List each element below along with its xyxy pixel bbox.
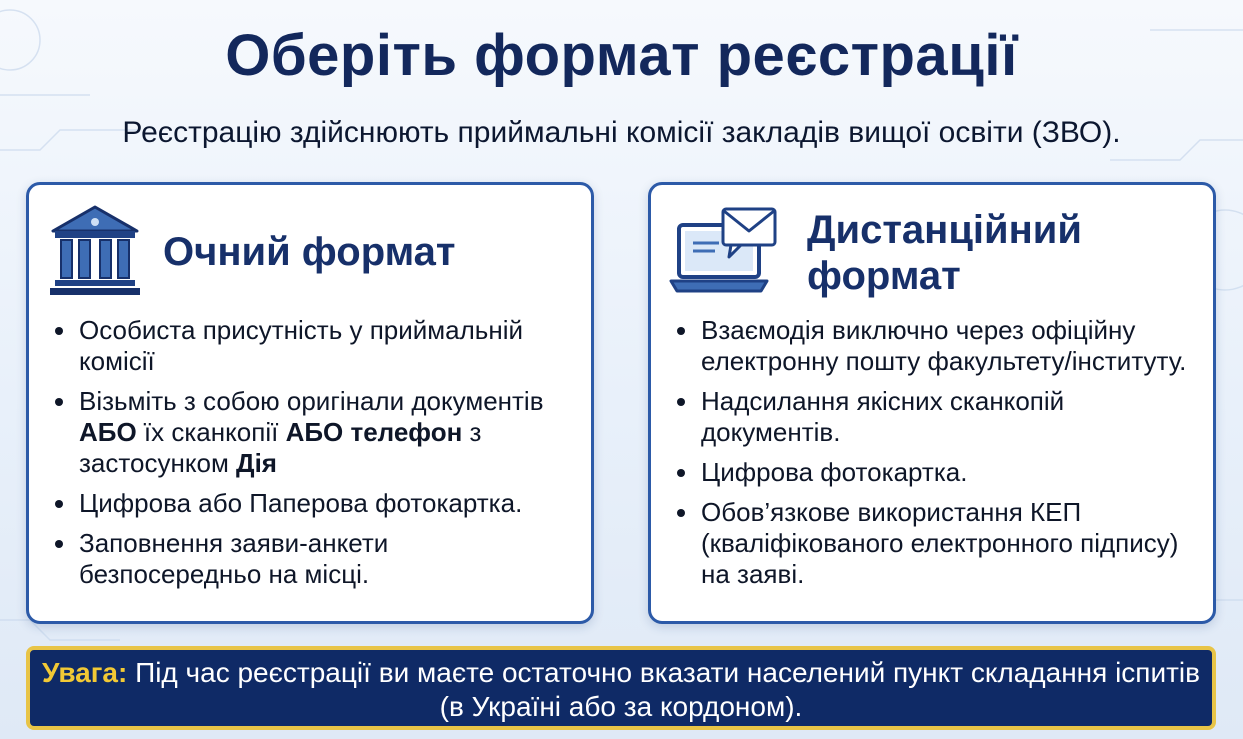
warning-banner (26, 646, 1216, 730)
bullet-icon (55, 327, 63, 335)
page-subtitle: Реєстрацію здійснюють приймальні комісії закладів вищої освіти (ЗВО). (122, 116, 1121, 149)
list-item: Надсилання якісних сканкопій документів. (673, 386, 1199, 448)
offline-format-card (26, 182, 594, 624)
list-item: Цифрова фотокартка. (673, 457, 1199, 488)
offline-requirements-list (51, 315, 577, 599)
warning-text: Під час реєстрації ви маєте остаточно вказати населений пункт складання іспитів (в Україні або за кордоном). (135, 657, 1201, 722)
list-item: Взаємодія виключно через офіційну електронну пошту факультету/інституту. (673, 315, 1199, 377)
bullet-icon (55, 398, 63, 406)
list-item: Особиста присутність у приймальній комісії (51, 315, 577, 377)
bullet-icon (677, 469, 685, 477)
online-requirements-list (673, 315, 1199, 599)
bullet-icon (55, 540, 63, 548)
page-title: Оберіть формат реєстрації (225, 23, 1018, 88)
bullet-icon (55, 500, 63, 508)
online-format-title: Дистанційний формат (807, 208, 1082, 298)
laptop-email-icon (669, 207, 781, 304)
bullet-icon (677, 327, 685, 335)
bullet-icon (677, 398, 685, 406)
list-item: Візьміть з собою оригінали документів АБО їх сканкопії АБО телефон з застосунком Дія (51, 386, 577, 479)
online-format-card (648, 182, 1216, 624)
warning-label: Увага: (41, 657, 128, 688)
list-item: Обов’язкове використання КЕП (кваліфікованого електронного підпису) на заяві. (673, 497, 1199, 590)
bullet-icon (677, 509, 685, 517)
offline-format-title: Очний формат (163, 230, 456, 274)
list-item: Цифрова або Паперова фотокартка. (51, 488, 577, 519)
list-item: Заповнення заяви-анкети безпосередньо на місці. (51, 528, 577, 590)
university-building-icon (47, 203, 143, 304)
